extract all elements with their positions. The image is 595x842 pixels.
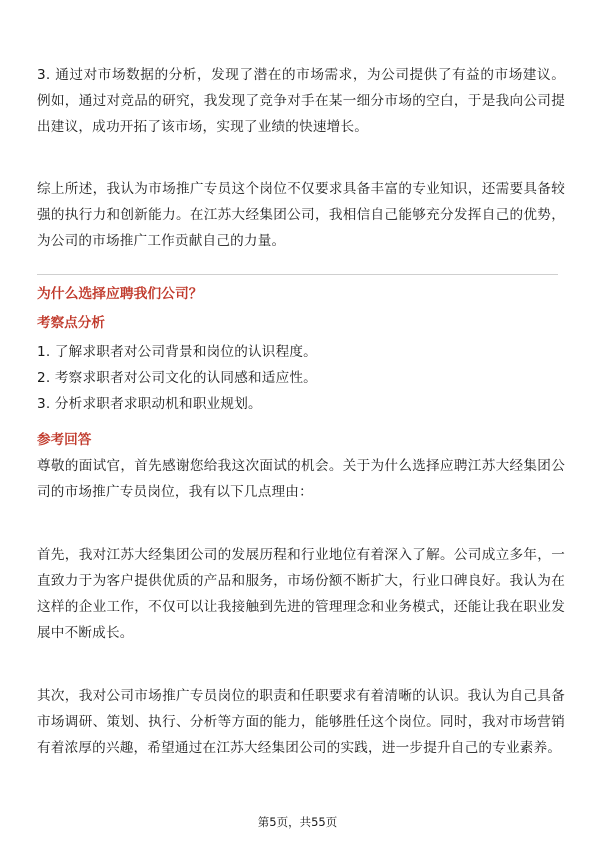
answer-paragraph-first: 首先，我对江苏大经集团公司的发展历程和行业地位有着深入了解。公司成立多年，一直致力于为客户提供优质的产品和服务，市场份额不断扩大，行业口碑良好。我认为在这样的企业工作，不仅可以让我接触到先进的管理理念和业务模式，还能让我在职业发展中不断成长。: [37, 547, 565, 641]
question-title: 为什么选择应聘我们公司？: [37, 286, 203, 302]
paragraph-market-analysis: 3. 通过对市场数据的分析，发现了潜在的市场需求，为公司提供了有益的市场建议。例如，通过对竞品的研究，我发现了竞争对手在某一细分市场的空白，于是我向公司提出建议，成功开拓了该市场，实现了业绩的快速增长。: [37, 67, 565, 135]
answer-paragraph-intro: 尊敬的面试官，首先感谢您给我这次面试的机会。关于为什么选择应聘江苏大经集团公司的市场推广专员岗位，我有以下几点理由：: [37, 458, 565, 500]
answer-heading: 参考回答: [37, 432, 92, 448]
section-divider: [37, 274, 558, 275]
list-item: 1. 了解求职者对公司背景和岗位的认识程度。: [37, 344, 317, 360]
analysis-heading: 考察点分析: [37, 315, 105, 331]
page-number: 第5页，共55页: [257, 815, 338, 829]
list-item: 3. 分析求职者求职动机和职业规划。: [37, 396, 262, 412]
paragraph-summary: 综上所述，我认为市场推广专员这个岗位不仅要求具备丰富的专业知识，还需要具备较强的执行力和创新能力。在江苏大经集团公司，我相信自己能够充分发挥自己的优势，为公司的市场推广工作贡献自己的力量。: [37, 181, 565, 249]
analysis-list: [37, 339, 565, 417]
answer-paragraph-second: 其次，我对公司市场推广专员岗位的职责和任职要求有着清晰的认识。我认为自己具备市场调研、策划、执行、分析等方面的能力，能够胜任这个岗位。同时，我对市场营销有着浓厚的兴趣，希望通过在江苏大经集团公司的实践，进一步提升自己的专业素养。: [37, 688, 565, 756]
list-item: 2. 考察求职者对公司文化的认同感和适应性。: [37, 370, 317, 386]
